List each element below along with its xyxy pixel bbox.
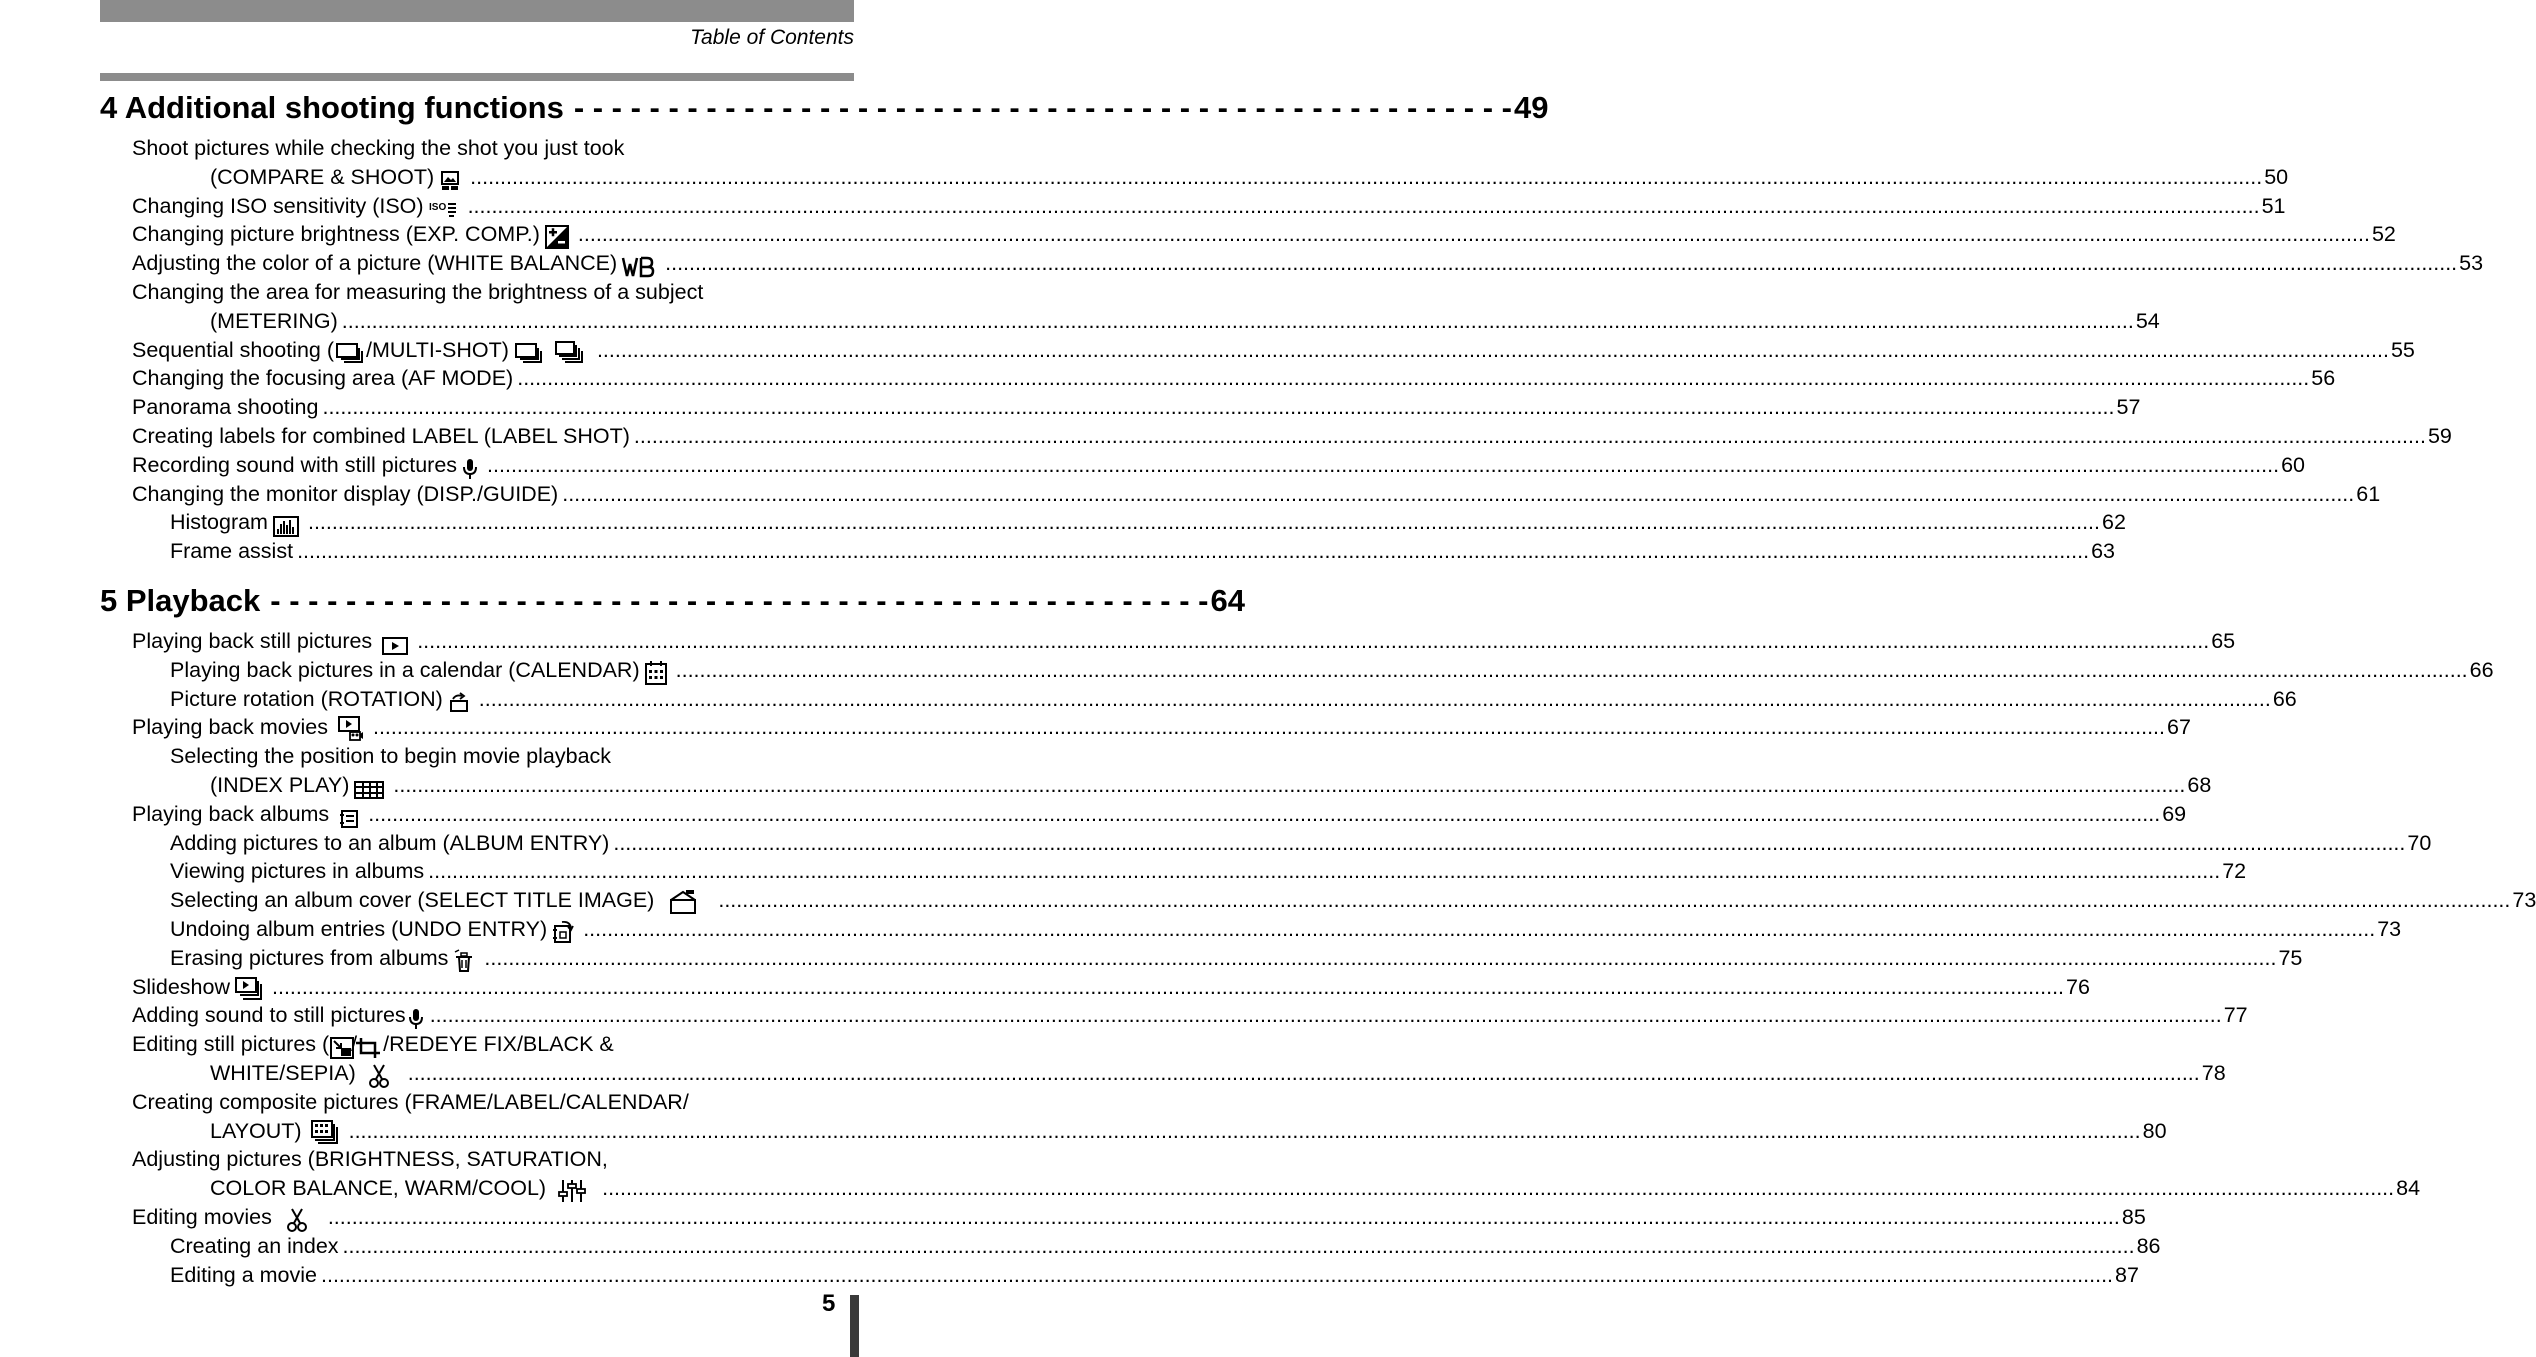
entry-page: 68: [2187, 772, 2212, 797]
undo-entry-icon: [552, 920, 574, 944]
dot-leader: ............................................................................................................................................................................................................................................................................................................: [478, 686, 2271, 711]
toc-entry-erase-album[interactable]: Erasing pictures from albums ............................................................................................................................................................................................................................................................................................................ 75: [100, 944, 854, 973]
entry-page: 84: [2396, 1176, 2421, 1201]
dot-leader: ............................................................................................................................................................................................................................................................................................................: [517, 366, 2310, 391]
microphone-icon: [408, 1008, 424, 1030]
dot-leader: ............................................................................................................................................................................................................................................................................................................: [348, 1118, 2141, 1143]
toc-entry-panorama[interactable]: Panorama shooting ............................................................................................................................................................................................................................................................................................................ 57: [100, 393, 854, 422]
toc-entry-sequential[interactable]: Sequential shooting ( /MULTI-SHOT) ............................................................................................................................................................................................................................................................................................................ 55: [100, 336, 854, 365]
microphone-icon: [462, 458, 478, 480]
entry-page: 60: [2281, 452, 2305, 477]
exposure-compensation-icon: [545, 225, 569, 249]
toc-entry-index-play[interactable]: Selecting the position to begin movie playback (INDEX PLAY) ............................................................................................................................................................................................................................................................................................................ 68: [100, 742, 854, 800]
dot-leader: ............................................................................................................................................................................................................................................................................................................: [484, 945, 2277, 970]
toc-entry-compare-shoot[interactable]: Shoot pictures while checking the shot you just took (COMPARE & SHOOT) ............................................................................................................................................................................................................................................................................................................ 50: [100, 134, 854, 192]
entry-page: 87: [2115, 1262, 2139, 1287]
edit-scissors-icon: [286, 1208, 308, 1232]
header-label: Table of Contents: [690, 26, 854, 49]
toc-entry-adjust-pictures[interactable]: Adjusting pictures (BRIGHTNESS, SATURATION, COLOR BALANCE, WARM/COOL) ............................................................................................................................................................................................................................................................................................................ 84: [100, 1145, 854, 1203]
chapter-heading[interactable]: [100, 583, 1245, 627]
toc-entry-label-shot[interactable]: Creating labels for combined LABEL (LABEL SHOT) ............................................................................................................................................................................................................................................................................................................ 59: [100, 422, 854, 451]
toc-entry-playback-still[interactable]: Playing back still pictures ............................................................................................................................................................................................................................................................................................................ 65: [100, 627, 854, 656]
sequential-shooting-icon: [335, 342, 365, 364]
calendar-icon: [645, 661, 667, 685]
dot-leader: ............................................................................................................................................................................................................................................................................................................: [417, 629, 2210, 653]
header-rule: [100, 73, 854, 81]
toc-entry-rotation[interactable]: Picture rotation (ROTATION) ............................................................................................................................................................................................................................................................................................................ 66: [100, 685, 854, 714]
entry-page: 70: [2407, 830, 2432, 855]
composite-icon: [310, 1119, 340, 1145]
dot-leader: ............................................................................................................................................................................................................................................................................................................: [307, 510, 2100, 535]
dot-leader: ............................................................................................................................................................................................................................................................................................................: [321, 1262, 2114, 1287]
dot-leader: ............................................................................................................................................................................................................................................................................................................: [327, 1204, 2120, 1229]
toc-entry-record-sound[interactable]: Recording sound with still pictures ............................................................................................................................................................................................................................................................................................................ 60: [100, 451, 854, 480]
entry-page: 50: [2264, 164, 2289, 189]
toc-entry-create-index[interactable]: Creating an index ............................................................................................................................................................................................................................................................................................................ 86: [100, 1232, 854, 1261]
toc-entry-edit-still[interactable]: Editing still pictures ( / /REDEYE FIX/BLACK & WHITE/SEPIA) ............................................................................................................................................................................................................................................................................................................ 78: [100, 1030, 854, 1088]
entry-page: 80: [2142, 1118, 2167, 1143]
entry-page: 73: [2512, 888, 2536, 913]
chapter-page: 49: [1514, 90, 1549, 125]
sequential-shooting-icon: [514, 342, 544, 364]
compare-shoot-icon: [439, 170, 461, 192]
toc-entry-albums[interactable]: Playing back albums ............................................................................................................................................................................................................................................................................................................ 69: [100, 800, 854, 829]
entry-page: 86: [2136, 1233, 2161, 1258]
toc-entry-playback-movies[interactable]: Playing back movies ............................................................................................................................................................................................................................................................................................................ 67: [100, 713, 854, 742]
toc-entry-add-sound[interactable]: Adding sound to still pictures ............................................................................................................................................................................................................................................................................................................ 77: [100, 1001, 854, 1030]
entry-page: 59: [2427, 423, 2452, 448]
dot-leader: ............................................................................................................................................................................................................................................................................................................: [602, 1176, 2395, 1201]
white-balance-icon: [622, 256, 656, 278]
dot-leader: ............................................................................................................................................................................................................................................................................................................: [372, 715, 2166, 740]
toc-entry-calendar[interactable]: Playing back pictures in a calendar (CALENDAR) ............................................................................................................................................................................................................................................................................................................ 66: [100, 656, 854, 685]
dot-leader: ............................................................................................................................................................................................................................................................................................................: [467, 193, 2260, 218]
album-icon: [339, 809, 359, 829]
entry-page: 69: [2162, 801, 2187, 826]
dot-leader: ............................................................................................................................................................................................................................................................................................................: [429, 1003, 2222, 1028]
dash-leader: - - - - - - - - - - - - - - - - - - - - - - - - - - - - - - - - - - - - - - - - - - - - - - - - - -: [573, 90, 1513, 125]
entry-page: 63: [2091, 539, 2116, 564]
entry-page: 78: [2201, 1060, 2226, 1085]
title-image-icon: [668, 889, 698, 915]
entry-page: 73: [2377, 916, 2402, 941]
toc-entry-edit-movie[interactable]: Editing a movie ............................................................................................................................................................................................................................................................................................................ 87: [100, 1261, 854, 1290]
index-play-icon: [354, 780, 384, 800]
toc-entry-exp-comp[interactable]: Changing picture brightness (EXP. COMP.) ............................................................................................................................................................................................................................................................................................................ 52: [100, 220, 854, 249]
entry-page: 57: [2116, 395, 2141, 420]
toc-entry-edit-movies[interactable]: Editing movies ............................................................................................................................................................................................................................................................................................................ 85: [100, 1203, 854, 1232]
dot-leader: ............................................................................................................................................................................................................................................................................................................: [342, 1233, 2135, 1258]
chapter-title: 4 Additional shooting functions: [100, 90, 564, 125]
iso-icon: [429, 198, 459, 220]
toc-entry-title-image[interactable]: Selecting an album cover (SELECT TITLE IMAGE) ............................................................................................................................................................................................................................................................................................................ 73: [100, 886, 854, 915]
dot-leader: ............................................................................................................................................................................................................................................................................................................: [577, 222, 2370, 247]
dot-leader: ............................................................................................................................................................................................................................................................................................................: [470, 164, 2263, 189]
dot-leader: ............................................................................................................................................................................................................................................................................................................: [675, 657, 2468, 682]
entry-page: 61: [2356, 481, 2381, 506]
slideshow-icon: [235, 977, 263, 1001]
chapter-page: 64: [1210, 583, 1245, 618]
toc-entry-composite[interactable]: Creating composite pictures (FRAME/LABEL/CALENDAR/ LAYOUT) ............................................................................................................................................................................................................................................................................................................ 80: [100, 1088, 854, 1146]
dot-leader: ............................................................................................................................................................................................................................................................................................................: [393, 772, 2186, 797]
chapter-5-section: [100, 583, 2536, 1289]
dash-leader: - - - - - - - - - - - - - - - - - - - - - - - - - - - - - - - - - - - - - - - - - - - - - - - - - -: [270, 583, 1209, 618]
entry-page: 51: [2261, 193, 2286, 218]
svg-text:ISO: ISO: [428, 202, 446, 214]
rotation-icon: [448, 693, 470, 713]
entry-page: 75: [2278, 945, 2303, 970]
chapter-4-section: [100, 90, 2484, 566]
entry-page: 53: [2459, 251, 2484, 276]
edit-scissors-icon: [368, 1064, 390, 1088]
dot-leader: ............................................................................................................................................................................................................................................................................................................: [368, 801, 2161, 826]
histogram-icon: [273, 515, 299, 537]
entry-page: 62: [2102, 510, 2126, 535]
dot-leader: ............................................................................................................................................................................................................................................................................................................: [341, 308, 2134, 333]
entry-page: 76: [2066, 974, 2090, 999]
dot-leader: ............................................................................................................................................................................................................................................................................................................: [613, 830, 2406, 855]
chapter-heading[interactable]: [100, 90, 1549, 134]
dot-leader: ............................................................................................................................................................................................................................................................................................................: [562, 481, 2355, 506]
album-erase-icon: [453, 949, 475, 973]
dot-leader: ............................................................................................................................................................................................................................................................................................................: [428, 859, 2221, 884]
toc-entry-af-mode[interactable]: Changing the focusing area (AF MODE) ............................................................................................................................................................................................................................................................................................................ 56: [100, 364, 854, 393]
crop-icon: [355, 1037, 381, 1059]
toc-entry-white-balance[interactable]: Adjusting the color of a picture (WHITE BALANCE) ............................................................................................................................................................................................................................................................................................................ 53: [100, 249, 854, 278]
dot-leader: ............................................................................................................................................................................................................................................................................................................: [633, 423, 2426, 448]
dot-leader: ............................................................................................................................................................................................................................................................................................................: [407, 1060, 2200, 1085]
entry-page: 85: [2121, 1204, 2146, 1229]
dot-leader: ............................................................................................................................................................................................................................................................................................................: [665, 251, 2458, 276]
dot-leader: ............................................................................................................................................................................................................................................................................................................: [487, 452, 2280, 477]
dot-leader: ............................................................................................................................................................................................................................................................................................................: [583, 916, 2376, 941]
entry-page: 66: [2469, 657, 2494, 682]
adjust-sliders-icon: [558, 1179, 586, 1203]
toc-entry-undo-entry[interactable]: Undoing album entries (UNDO ENTRY) ............................................................................................................................................................................................................................................................................................................ 73: [100, 915, 854, 944]
entry-page: 56: [2311, 366, 2336, 391]
entry-page: 65: [2211, 629, 2236, 653]
toc-entry-monitor-display[interactable]: Changing the monitor display (DISP./GUIDE) ............................................................................................................................................................................................................................................................................................................ 61: [100, 480, 854, 509]
entry-page: 52: [2371, 222, 2396, 247]
dot-leader: ............................................................................................................................................................................................................................................................................................................: [297, 539, 2090, 564]
toc-entry-frame-assist[interactable]: Frame assist ............................................................................................................................................................................................................................................................................................................ 63: [100, 537, 854, 566]
dot-leader: ............................................................................................................................................................................................................................................................................................................: [596, 337, 2389, 362]
chapter-title: 5 Playback: [100, 583, 261, 618]
toc-entry-iso[interactable]: Changing ISO sensitivity (ISO) ISO ............................................................................................................................................................................................................................................................................................................ 51: [100, 192, 854, 221]
entry-page: 67: [2167, 715, 2191, 740]
toc-entry-metering[interactable]: Changing the area for measuring the brightness of a subject (METERING) ............................................................................................................................................................................................................................................................................................................ 54: [100, 278, 854, 336]
header-bar: [100, 0, 854, 22]
entry-page: 54: [2135, 308, 2160, 333]
movie-playback-icon: [338, 716, 364, 742]
dot-leader: ............................................................................................................................................................................................................................................................................................................: [718, 888, 2511, 913]
entry-page: 72: [2222, 859, 2247, 884]
multi-shot-icon: [554, 340, 588, 364]
entry-page: 66: [2272, 686, 2297, 711]
toc-entry-view-albums[interactable]: Viewing pictures in albums ............................................................................................................................................................................................................................................................................................................ 72: [100, 857, 854, 886]
dot-leader: ............................................................................................................................................................................................................................................................................................................: [322, 395, 2115, 420]
dot-leader: ............................................................................................................................................................................................................................................................................................................: [272, 974, 2065, 999]
page-edge-tab: [850, 1295, 859, 1357]
entry-page: 77: [2223, 1003, 2248, 1028]
toc-entry-slideshow[interactable]: Slideshow ............................................................................................................................................................................................................................................................................................................ 76: [100, 973, 854, 1002]
toc-entry-album-entry[interactable]: Adding pictures to an album (ALBUM ENTRY) ............................................................................................................................................................................................................................................................................................................ 70: [100, 829, 854, 858]
toc-entry-histogram[interactable]: Histogram ............................................................................................................................................................................................................................................................................................................ 62: [100, 508, 854, 537]
page-number: 5: [822, 1290, 836, 1317]
playback-icon: [382, 636, 408, 656]
entry-page: 55: [2390, 337, 2415, 362]
